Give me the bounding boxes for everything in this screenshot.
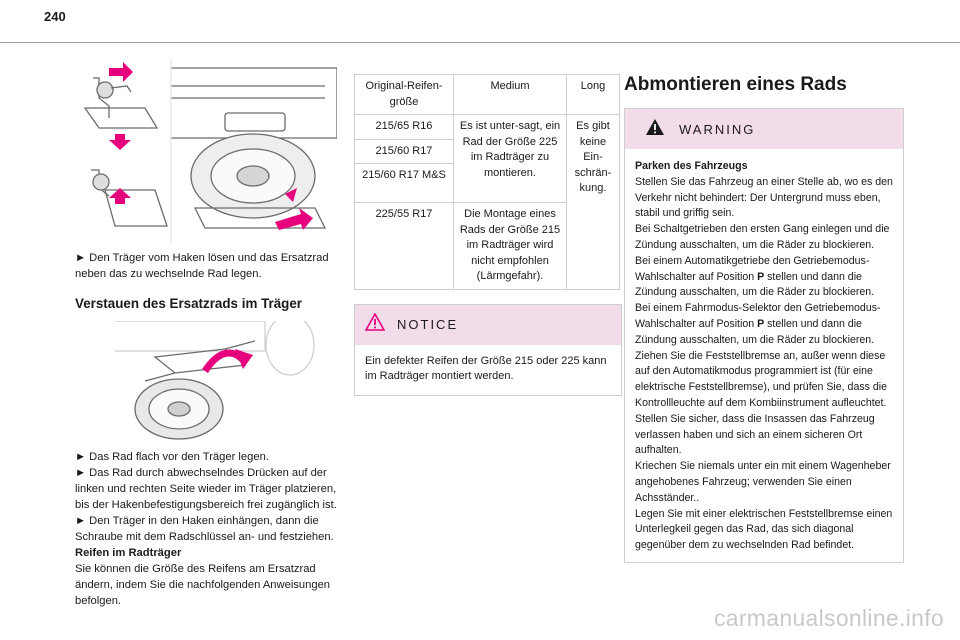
page-number: 240 — [44, 9, 66, 24]
stow-step-2: ► Das Rad durch abwechselndes Drücken auf der linken und rechten Seite wieder im Träger platzieren, bis der Hakenbefestigungsbereich frei zugänglich ist. — [75, 467, 337, 511]
header-medium: Medium — [454, 75, 567, 115]
warning-paragraph: Bei Schaltgetrieben den ersten Gang einlegen und die Zündung ausschalten, um die Räder zu blockieren. — [635, 223, 890, 251]
warning-triangle-icon — [645, 118, 665, 141]
size-cell: 215/60 R17 — [355, 139, 454, 164]
notice-text: Ein defekter Reifen der Größe 215 oder 225 kann im Radträger montiert werden. — [365, 354, 607, 382]
warning-title: WARNING — [679, 121, 756, 137]
top-rule — [0, 42, 960, 43]
warning-paragraph: Ziehen Sie die Feststellbremse an, außer wenn diese auf den Automatikmodus programmiert ist (für eine elektrische Feststellbremse), und prüfen Sie, dass die Kontrollleuchte auf dem Kombiinstrument aufleuchtet. — [635, 349, 888, 409]
stow-step-1: ► Das Rad flach vor den Träger legen. — [75, 451, 269, 463]
warning-paragraph: Legen Sie mit einer elektrischen Feststellbremse einen Unterlegkeil gegen das Rad, das sich diagonal gegenüber dem zu wechselnden Rad befindet. — [635, 507, 893, 552]
warning-paragraph: Stellen Sie das Fahrzeug an einer Stelle ab, wo es den Verkehr nicht behindert: Der Untergrund muss eben, stabil und griffig sein. — [635, 175, 893, 220]
notice-box — [354, 304, 622, 396]
size-cell: 225/55 R17 — [355, 203, 454, 290]
tyre-size-table — [354, 74, 620, 290]
warning-heading: Parken des Fahrzeugs — [635, 160, 748, 172]
warning-text — [625, 149, 903, 562]
sub-heading-tyre-carrier: Reifen im Radträger — [75, 547, 182, 559]
caution-triangle-icon — [365, 313, 385, 336]
medium-cell-row4: Die Montage eines Rads der Größe 215 im Radträger wird nicht empfohlen (Lärmgefahr). — [454, 203, 567, 290]
right-column — [624, 74, 904, 563]
warning-paragraph: Kriechen Sie niemals unter ein mit einem Wagenheber angehobenes Fahrzeug; verwenden Sie einen Achsständer.. — [635, 460, 891, 504]
medium-cell-group1: Es ist unter-sagt, ein Rad der Größe 225 im Radträger zu montieren. — [454, 115, 567, 203]
warning-paragraph: Bei einem Automatikgetriebe den Getriebemodus-Wahlschalter auf Position P stellen und dann die Zündung ausschalten, um die Räder zu blockieren. — [635, 254, 875, 299]
page-title: Abmontieren eines Rads — [624, 74, 847, 95]
header-long: Long — [567, 75, 620, 115]
warning-paragraph: Bei einem Fahrmodus-Selektor den Getriebemodus-Wahlschalter auf Position P stellen und dann die Zündung ausschalten, um die Räder zu blockieren. — [635, 302, 881, 346]
warning-banner — [625, 109, 903, 149]
size-cell: 215/65 R16 — [355, 115, 454, 140]
notice-title: NOTICE — [397, 317, 459, 332]
caption-remove-carrier: ► Den Träger vom Haken lösen und das Ersatzrad neben das zu wechselnde Rad legen. — [75, 252, 329, 280]
sub-text-tyre-carrier: Sie können die Größe des Reifens am Ersatzrad ändern, indem Sie die nachfolgenden Anweisungen befolgen. — [75, 563, 331, 607]
spare-wheel-removal-illustration — [75, 58, 337, 244]
warning-box — [624, 108, 904, 563]
warning-paragraph: Stellen Sie sicher, dass die Insassen das Fahrzeug verlassen haben und sich an einem sicheren Ort aufhalten. — [635, 412, 875, 457]
table-header-row — [355, 75, 620, 115]
watermark: carmanualsonline.info — [713, 605, 944, 631]
spare-wheel-stow-illustration — [75, 321, 337, 441]
left-column — [75, 58, 337, 609]
stow-step-3: ► Den Träger in den Haken einhängen, dann die Schraube mit dem Radschlüssel an- und festziehen. — [75, 515, 334, 543]
long-cell: Es gibt keine Ein-schrän-kung. — [567, 115, 620, 290]
header-original-size: Original-Reifen-größe — [355, 75, 454, 115]
stow-steps — [75, 449, 337, 609]
section-heading-stow: Verstauen des Ersatzrads im Träger — [75, 296, 303, 311]
size-cell: 215/60 R17 M&S — [355, 164, 454, 203]
middle-column — [354, 74, 620, 396]
table-row — [355, 115, 620, 140]
notice-banner — [355, 305, 621, 345]
